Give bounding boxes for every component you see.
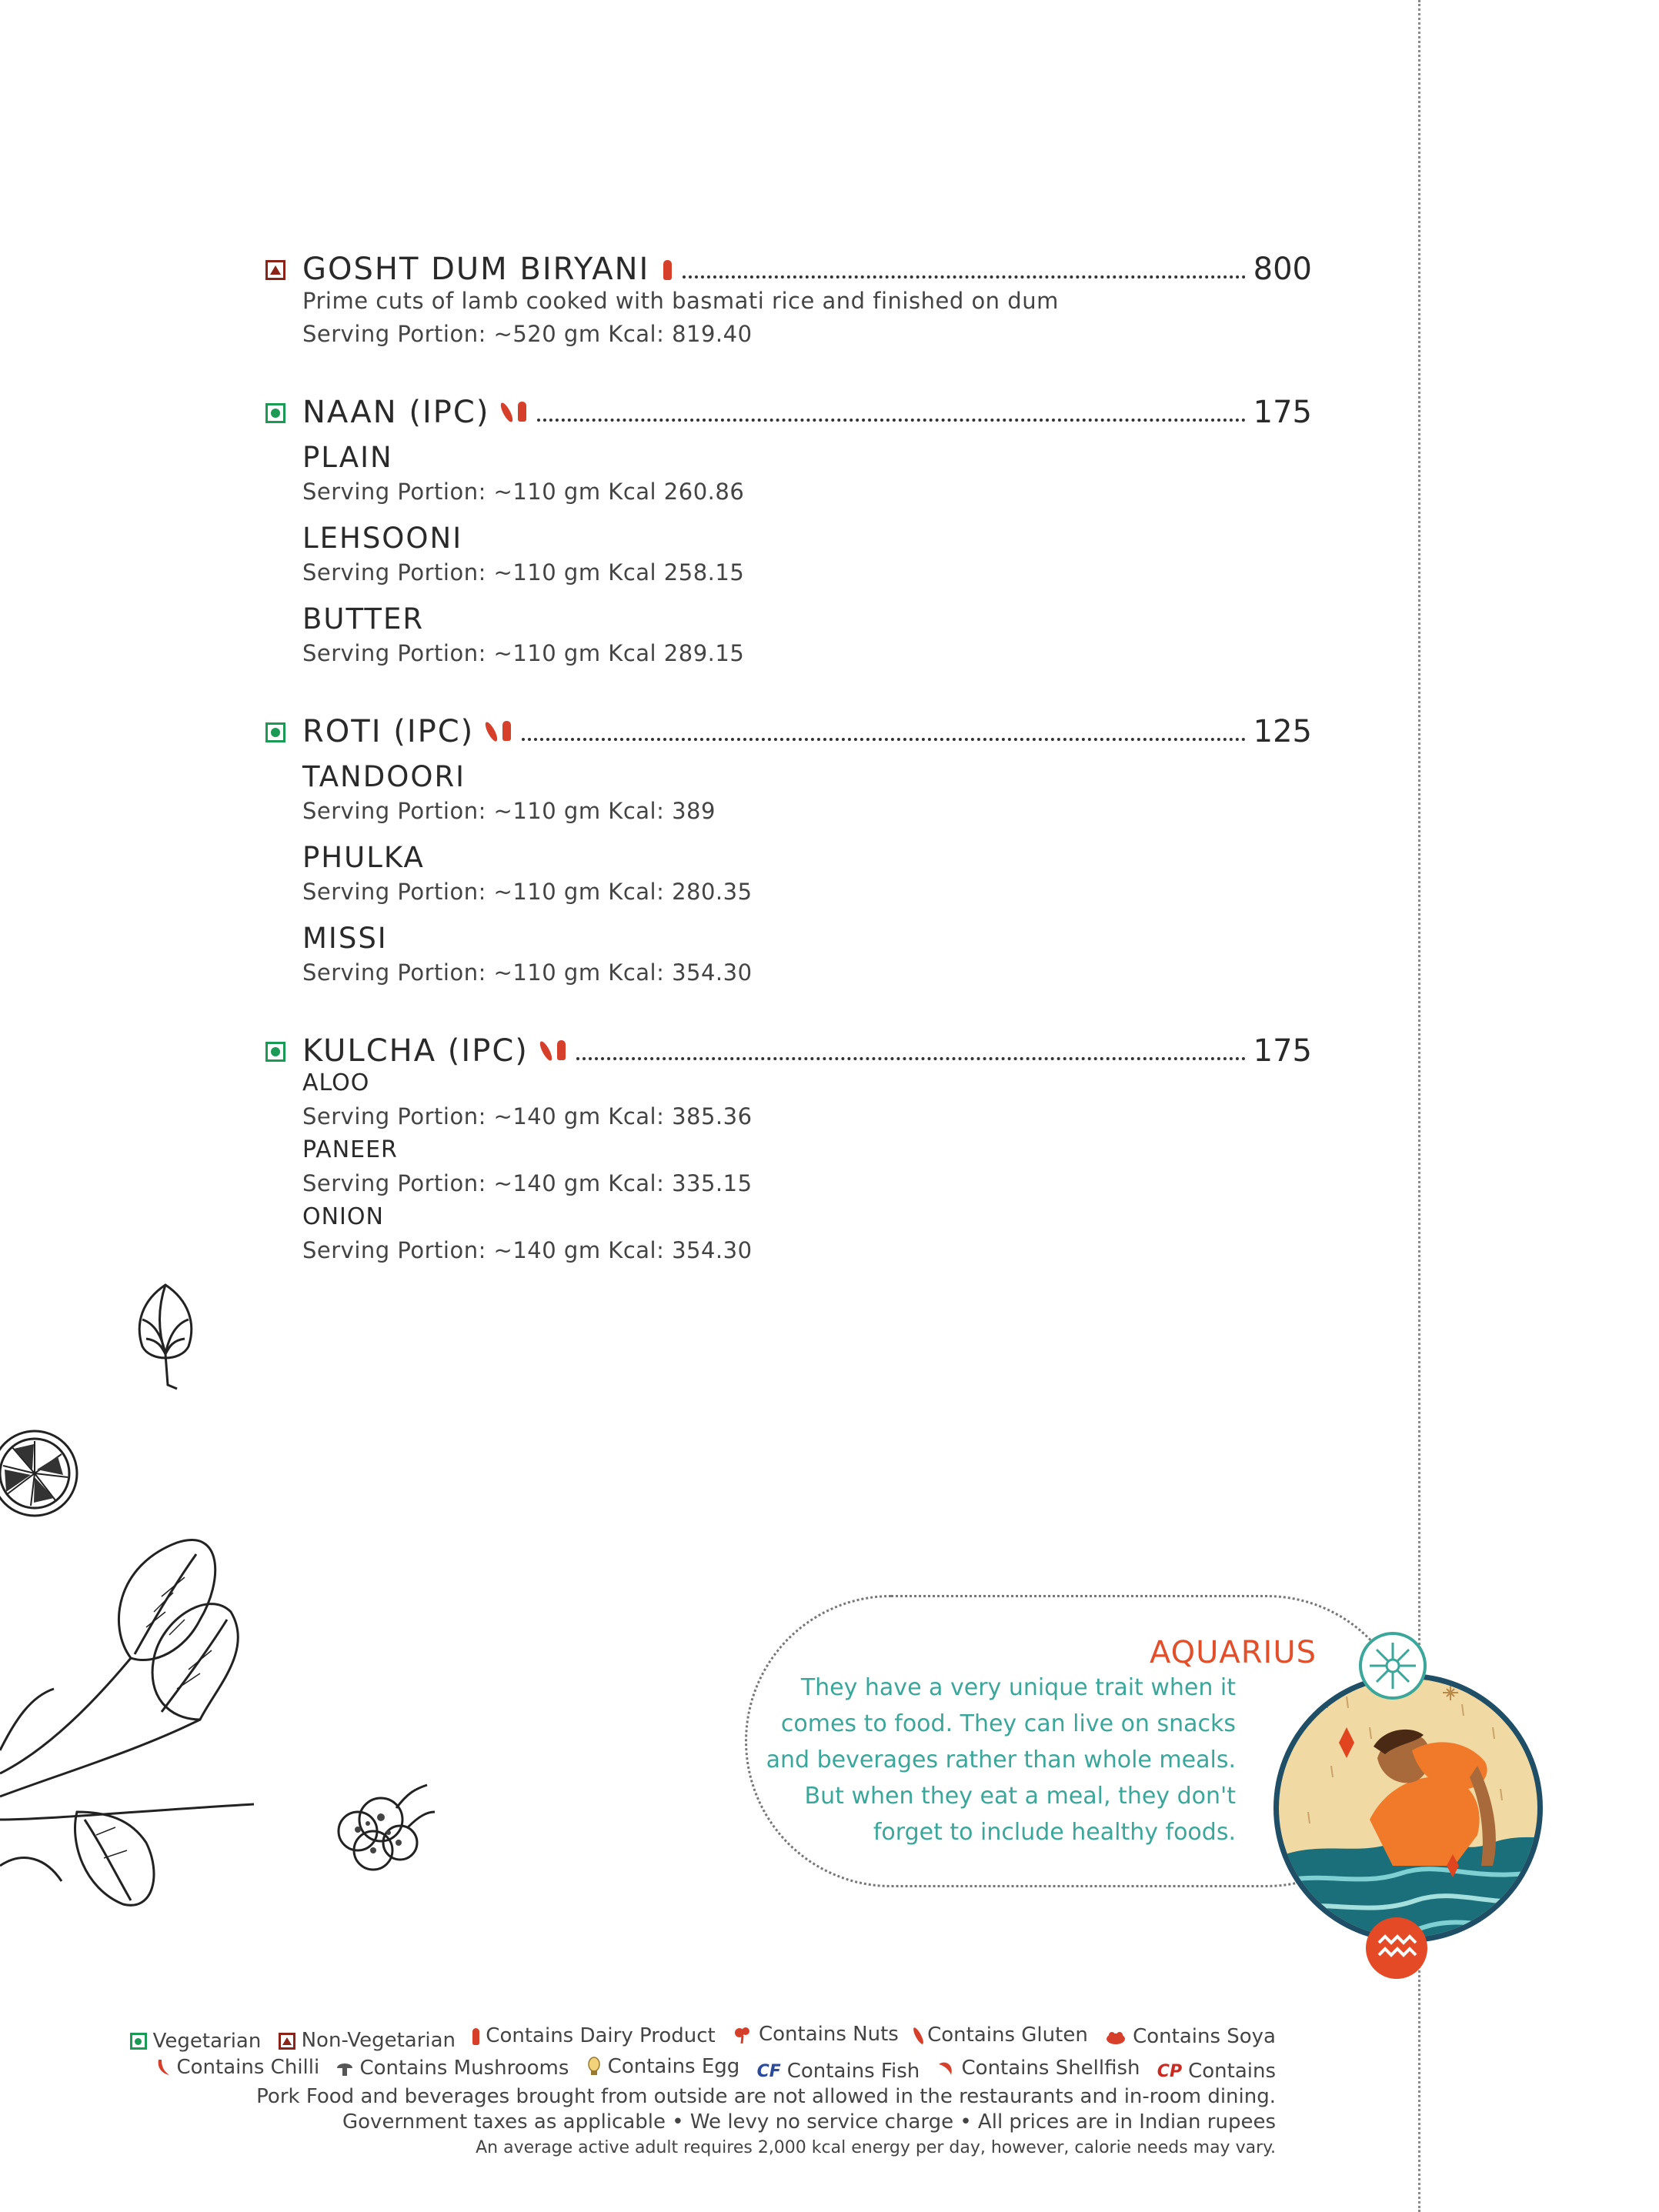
fish-code-icon: CF — [756, 2062, 781, 2081]
dot-leader — [522, 738, 1245, 741]
aquarius-line: forget to include healthy foods. — [873, 1819, 1236, 1846]
legend-chilli: Contains Chilli — [155, 2055, 320, 2080]
pork-code-icon: CP — [1157, 2062, 1183, 2081]
allergen-icons — [503, 402, 526, 423]
variant-name: TANDOORI — [302, 760, 466, 793]
menu-item-kulcha — [265, 1020, 1312, 1069]
gluten-icon — [499, 402, 515, 424]
mushroom-icon — [336, 2060, 353, 2077]
serving-portion: Serving Portion: ~140 gm Kcal: 335.15 — [302, 1170, 753, 1196]
allergen-icons — [488, 721, 511, 742]
aquarius-description — [759, 1670, 1236, 1850]
legend-shellfish: Contains Shellfish — [937, 2056, 1140, 2081]
menu-item-naan — [265, 382, 1312, 428]
serving-portion: Serving Portion: ~140 gm Kcal: 385.36 — [302, 1103, 753, 1129]
legend-non-vegetarian: Non-Vegetarian — [279, 2028, 456, 2054]
variant-name: PLAIN — [302, 441, 393, 474]
serving-portion: Serving Portion: ~110 gm Kcal: 354.30 — [302, 959, 753, 986]
serving-portion: Serving Portion: ~110 gm Kcal: 389 — [302, 798, 716, 824]
citrus-slice-illustration-icon — [0, 1427, 85, 1520]
dot-leader — [683, 275, 1245, 279]
aquarius-line: comes to food. They can live on snacks — [780, 1710, 1236, 1737]
gluten-icon — [538, 1040, 554, 1063]
veg-mark-icon — [265, 1042, 285, 1062]
aquarius-zodiac-illustration-icon — [1262, 1612, 1570, 1981]
aquarius-title: AQUARIUS — [1149, 1635, 1317, 1670]
variant-name: LEHSOONI — [302, 522, 463, 555]
legend-vegetarian: Vegetarian — [130, 2029, 262, 2054]
item-name: GOSHT DUM BIRYANI — [302, 252, 650, 287]
legend-line-2 — [119, 2054, 1276, 2085]
item-description: Prime cuts of lamb cooked with basmati rice and finished on dum — [302, 288, 1059, 314]
variant-name: ALOO — [302, 1069, 370, 1096]
legend-line-5: An average active adult requires 2,000 kcal energy per day, however, calorie needs may vary. — [476, 2138, 1276, 2157]
serving-portion: Serving Portion: ~110 gm Kcal 260.86 — [302, 479, 745, 505]
legend-fish: CF Contains Fish — [756, 2060, 920, 2083]
veg-mark-icon — [265, 403, 285, 423]
variant-name: ONION — [302, 1203, 384, 1230]
item-price: 800 — [1253, 252, 1312, 287]
veg-mark-icon — [130, 2033, 147, 2050]
dairy-icon — [502, 721, 511, 741]
legend-line-3: Pork Food and beverages brought from outside are not allowed in the restaurants and in-room dining. — [256, 2085, 1276, 2108]
legend-egg: Contains Egg — [586, 2054, 740, 2080]
menu-item-gosht-dum-biryani — [265, 239, 1312, 285]
legend-nuts: Contains Nuts — [733, 2022, 899, 2047]
item-name: NAAN (IPC) — [302, 395, 490, 430]
serving-portion: Serving Portion: ~110 gm Kcal 289.15 — [302, 640, 745, 666]
item-name: KULCHA (IPC) — [302, 1033, 529, 1069]
dairy-icon — [557, 1040, 566, 1060]
legend-line-1 — [119, 2022, 1276, 2054]
menu-item-roti — [265, 701, 1312, 747]
gluten-icon — [912, 2026, 925, 2044]
leafy-greens-illustration-icon — [0, 1520, 269, 1920]
nuts-icon — [733, 2025, 753, 2045]
serving-portion: Serving Portion: ~110 gm Kcal: 280.35 — [302, 879, 753, 905]
veg-mark-icon — [265, 722, 285, 742]
serving-portion: Serving Portion: ~140 gm Kcal: 354.30 — [302, 1237, 753, 1263]
item-price: 175 — [1253, 395, 1312, 430]
dairy-icon — [518, 402, 526, 422]
legend-footer — [119, 2022, 1276, 2160]
allergen-icons — [542, 1040, 566, 1062]
aquarius-line: But when they eat a meal, they don't — [804, 1783, 1236, 1810]
variant-name: PANEER — [302, 1136, 398, 1163]
serving-portion: Serving Portion: ~110 gm Kcal 258.15 — [302, 559, 745, 586]
legend-soya: Contains Soya — [1105, 2024, 1276, 2050]
dot-leader — [576, 1057, 1246, 1060]
legend-pork: CP Contains — [1157, 2060, 1276, 2083]
non-veg-mark-icon — [279, 2033, 295, 2050]
legend-line-4: Government taxes as applicable • We levy no service charge • All prices are in Indian rupees — [342, 2110, 1276, 2134]
dot-leader — [537, 419, 1245, 422]
allergen-icons — [663, 260, 672, 280]
egg-icon — [586, 2057, 602, 2077]
legend-dairy: Contains Dairy Product — [472, 2023, 715, 2049]
menu-list — [265, 239, 1312, 1267]
legend-mushrooms: Contains Mushrooms — [336, 2056, 569, 2081]
non-veg-mark-icon — [265, 260, 285, 280]
variant-name: BUTTER — [302, 602, 425, 636]
shellfish-icon — [937, 2060, 956, 2077]
item-name: ROTI (IPC) — [302, 714, 475, 749]
artichoke-illustration-icon — [123, 1277, 208, 1393]
item-price: 125 — [1253, 714, 1312, 749]
legend-gluten: Contains Gluten — [916, 2023, 1088, 2048]
variant-name: PHULKA — [302, 841, 425, 874]
variant-name: MISSI — [302, 922, 388, 955]
aquarius-line: and beverages rather than whole meals. — [766, 1747, 1236, 1773]
dairy-icon — [663, 260, 672, 280]
serving-portion: Serving Portion: ~520 gm Kcal: 819.40 — [302, 321, 753, 347]
item-price: 175 — [1253, 1033, 1312, 1069]
gluten-icon — [483, 721, 499, 743]
soya-icon — [1105, 2030, 1127, 2045]
cauliflower-illustration-icon — [323, 1777, 439, 1885]
chilli-icon — [155, 2058, 171, 2077]
aquarius-line: They have a very unique trait when it — [800, 1674, 1236, 1701]
dairy-icon — [472, 2028, 479, 2045]
